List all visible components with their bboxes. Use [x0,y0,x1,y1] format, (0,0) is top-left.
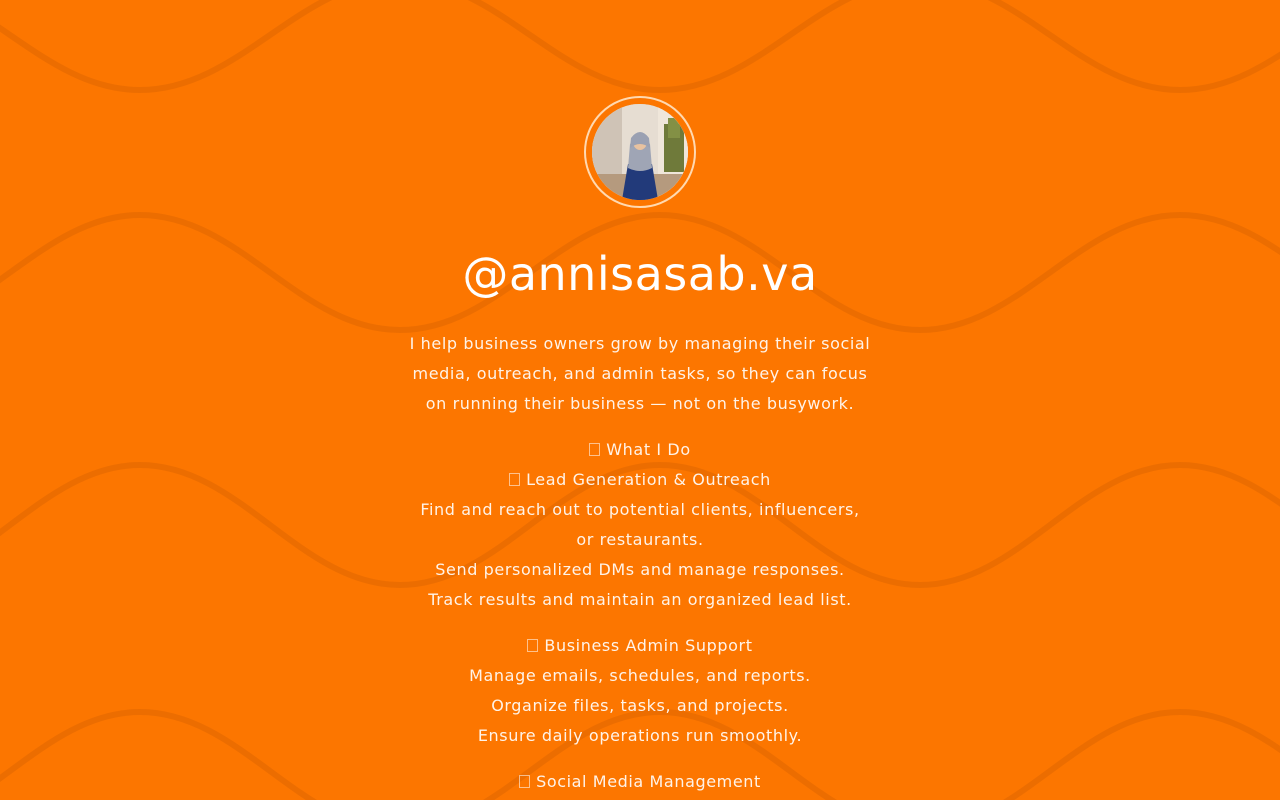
section-line: or restaurants. [576,530,704,549]
section-heading-text: What I Do [606,440,691,459]
bio-section-social [390,767,890,797]
bio-section-what-i-do [390,435,890,615]
emoji-placeholder-icon [527,639,538,652]
avatar-photo [592,104,688,200]
section-heading [390,631,890,661]
section-heading-text: Lead Generation & Outreach [526,470,771,489]
section-line: Track results and maintain an organized lead list. [428,590,852,609]
bio-intro [390,329,890,419]
section-heading [390,435,890,465]
bio-section-admin [390,631,890,751]
avatar-ring [584,96,696,208]
section-line: Send personalized DMs and manage responses. [435,560,845,579]
section-heading [390,465,890,495]
emoji-placeholder-icon [509,473,520,486]
bio-intro-line: on running their business — not on the busywork. [425,394,855,413]
section-heading [390,767,890,797]
section-line: Ensure daily operations run smoothly. [477,726,803,745]
section-line: Manage emails, schedules, and reports. [469,666,811,685]
bio-intro-line: I help business owners grow by managing their social [409,334,871,353]
bio-intro-line: media, outreach, and admin tasks, so they can focus [412,364,868,383]
section-heading-text: Social Media Management [536,772,761,791]
emoji-placeholder-icon [519,775,530,788]
bio-text [390,329,890,800]
section-line: Organize files, tasks, and projects. [491,696,789,715]
section-heading-text: Business Admin Support [544,636,753,655]
emoji-placeholder-icon [589,443,600,456]
avatar[interactable] [592,104,688,200]
section-line: Find and reach out to potential clients, influencers, [420,500,860,519]
profile-handle: @annisasab.va [462,247,818,301]
